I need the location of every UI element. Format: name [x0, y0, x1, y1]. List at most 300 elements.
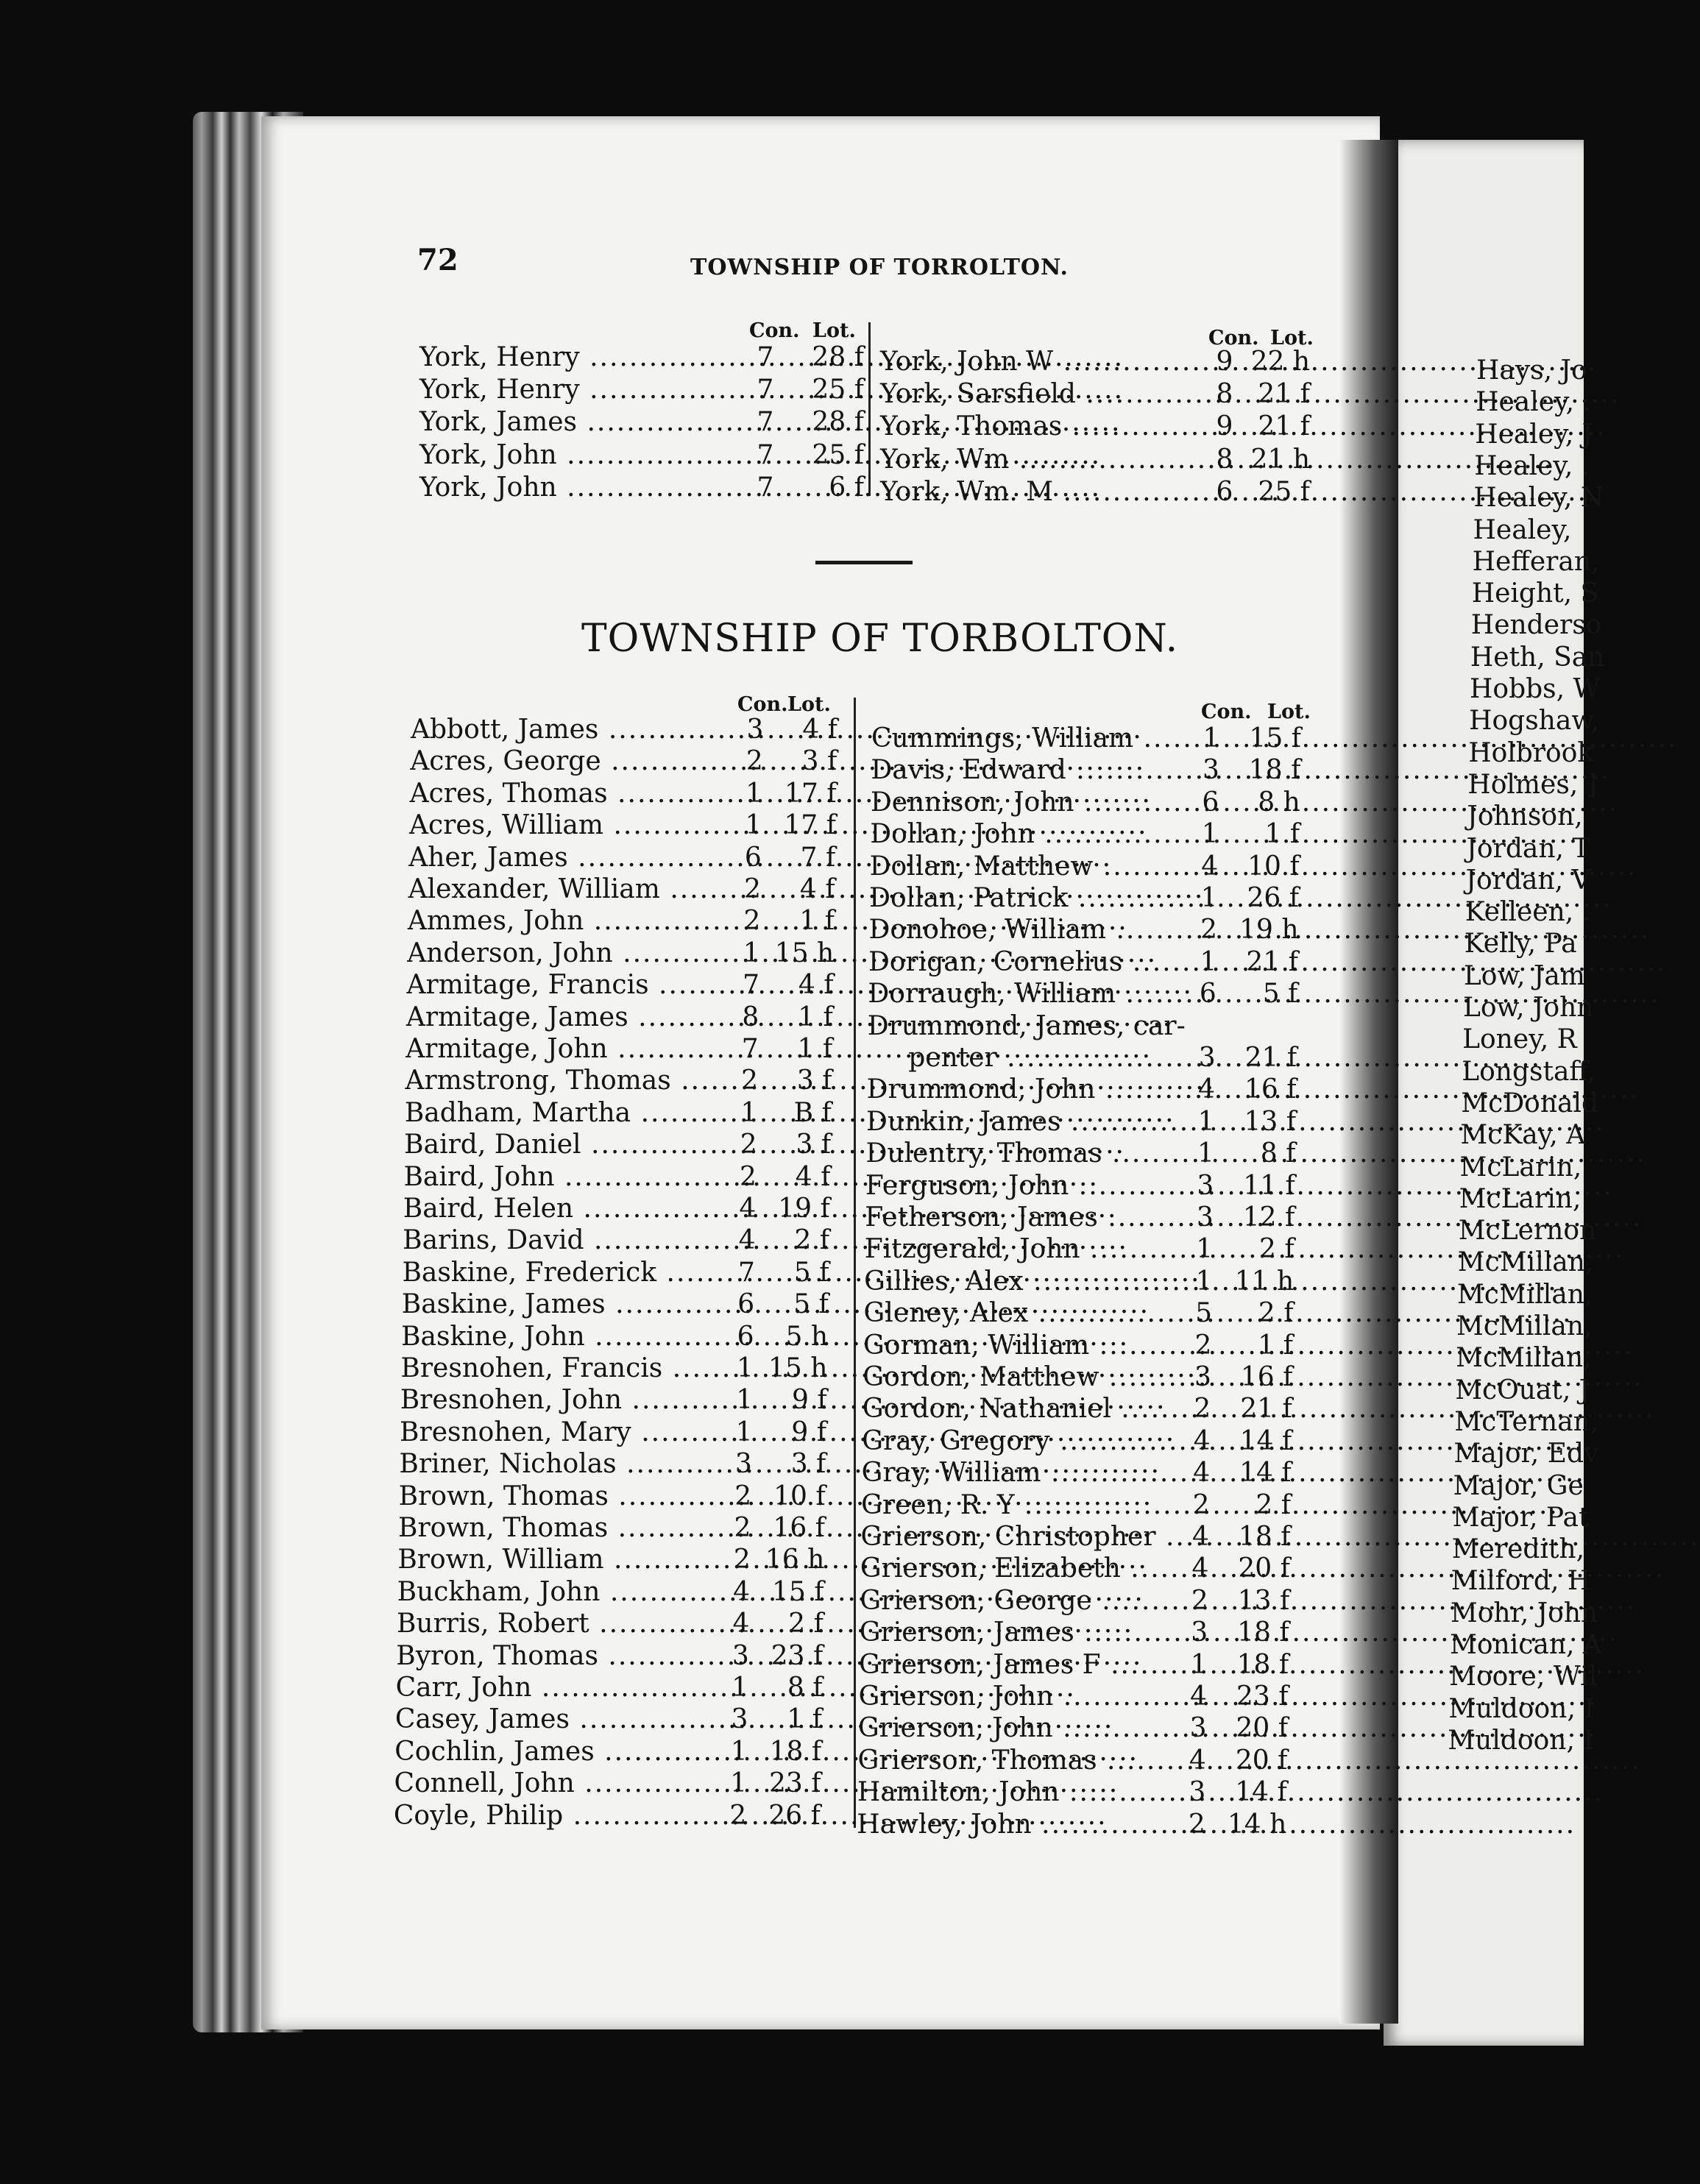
entry-name: Gray, William ..... [862, 1457, 1164, 1489]
directory-entry [402, 1257, 843, 1289]
facing-page-entry: Loney, R [1462, 1024, 1577, 1055]
entry-name: York, John ..... [419, 439, 729, 472]
entry-name: York, Wm. M ..... [880, 476, 1191, 508]
main-right-con-header: Con. [1201, 701, 1252, 723]
entry-lot: 2 f [1255, 1489, 1292, 1520]
entry-lot: B f [793, 1097, 832, 1128]
entry-concession: 2 [744, 874, 762, 904]
entry-name: Grierson, James ..... [860, 1617, 1161, 1649]
entry-name: penter ..... [908, 1042, 1169, 1074]
entry-name: Gordon, Matthew ..... [863, 1361, 1164, 1394]
directory-entry [404, 1129, 846, 1161]
entry-lot: 28 f [812, 407, 864, 438]
entry-lot: 1 f [787, 1704, 822, 1735]
directory-entry [859, 1649, 1315, 1681]
facing-page-entry: Jordan, V [1465, 865, 1591, 896]
entry-lot: 19 h [1239, 915, 1299, 946]
directory-entry [870, 818, 1326, 851]
facing-page-entry: Major, Pat [1452, 1502, 1590, 1533]
directory-entry [865, 1138, 1322, 1170]
facing-page-entry: Low, John [1463, 993, 1594, 1023]
entry-lot: 9 f [791, 1417, 827, 1447]
entry-name: Grierson, Christopher ..... [861, 1521, 1163, 1553]
directory-entry [408, 873, 850, 906]
entry-name: Byron, Thomas ..... [396, 1640, 705, 1673]
directory-entry [864, 1297, 1320, 1330]
main-left-con-header: Con. [737, 693, 788, 716]
entry-lot: 14 f [1239, 1458, 1292, 1489]
directory-entry [868, 1010, 1324, 1043]
directory-entry [403, 1224, 844, 1257]
entry-lot: 11 h [1234, 1266, 1295, 1297]
entry-name: Grierson, George ..... [860, 1585, 1161, 1617]
entry-concession: 1 [736, 1385, 754, 1416]
facing-page-entry: McLernon [1458, 1216, 1597, 1247]
directory-entry [410, 778, 851, 810]
entry-concession: 6 [737, 1321, 754, 1352]
directory-entry [880, 444, 1322, 476]
main-left-lot-header: Lot. [787, 693, 831, 716]
directory-entry [869, 914, 1325, 946]
directory-entry [403, 1161, 845, 1194]
entry-concession: 7 [757, 439, 774, 470]
entry-concession: 3 [1189, 1777, 1206, 1808]
entry-lot: 15 h [768, 1353, 828, 1383]
entry-concession: 2 [729, 1800, 747, 1831]
entry-name: Baird, Daniel ..... [404, 1129, 713, 1161]
entry-name: York, James ..... [419, 406, 729, 439]
entry-lot: 22 h [1250, 347, 1310, 377]
entry-name: York, John W ..... [880, 346, 1191, 378]
facing-page-entry: Healey, N [1473, 483, 1604, 514]
directory-entry [863, 1330, 1320, 1362]
facing-page-entry: Healey, . [1476, 387, 1591, 418]
entry-name: York, John ..... [419, 472, 729, 504]
entry-name: Drummond, James, car- [867, 1010, 1186, 1041]
entry-lot: 21 f [1246, 946, 1298, 977]
directory-entry [408, 842, 850, 874]
entry-lot: 5 f [1262, 979, 1298, 1010]
entry-lot: 16 f [1244, 1074, 1297, 1105]
entry-lot: 4 f [799, 874, 835, 904]
directory-entry [407, 969, 849, 1001]
entry-name: Ferguson, John ..... [865, 1170, 1167, 1202]
entry-concession: 8 [1216, 379, 1233, 410]
directory-entry [866, 1106, 1322, 1138]
directory-entry [861, 1521, 1317, 1553]
running-header: TOWNSHIP OF TORROLTON. [690, 255, 1069, 280]
entry-lot: 16 f [773, 1513, 825, 1543]
entry-name: Alexander, William ..... [408, 873, 718, 906]
entry-lot: 20 f [1238, 1553, 1290, 1584]
entry-lot: 14 f [1239, 1425, 1292, 1456]
entry-lot: 3 f [796, 1066, 832, 1096]
facing-page-entry: Height, S [1471, 578, 1599, 609]
directory-entry [411, 714, 852, 746]
entry-concession: 4 [1201, 851, 1219, 882]
facing-page-entry: McTernan, [1454, 1406, 1599, 1437]
entry-lot: 18 f [769, 1736, 822, 1767]
entry-name: Baskine, John ..... [401, 1321, 710, 1353]
entry-concession: 2 [1188, 1809, 1205, 1840]
entry-lot: 18 f [1237, 1617, 1289, 1648]
entry-name: Acres, George ..... [410, 745, 719, 778]
entry-concession: 3 [1197, 1170, 1214, 1201]
entry-lot: 1 f [1258, 1330, 1293, 1361]
entry-lot: 5 f [793, 1289, 829, 1320]
directory-entry [857, 1776, 1314, 1809]
entry-name: Brown, Thomas ..... [399, 1481, 708, 1513]
directory-entry [908, 1042, 1323, 1074]
entry-concession: 2 [1194, 1394, 1211, 1425]
entry-name: Gray, Gregory ..... [862, 1425, 1164, 1458]
entry-name: Grierson, Elizabeth ..... [860, 1553, 1162, 1585]
facing-page-entry: McMillan, [1457, 1247, 1594, 1278]
entry-name: Armstrong, Thomas ..... [405, 1065, 715, 1097]
entry-name: Dollan, Matthew ..... [870, 851, 1172, 883]
directory-entry [871, 754, 1327, 787]
entry-lot: 8 f [787, 1673, 823, 1703]
entry-concession: 4 [739, 1194, 757, 1224]
entry-name: Davis, Edward ..... [871, 754, 1172, 787]
entry-concession: 8 [742, 1001, 759, 1032]
entry-name: Gordon, Nathaniel ..... [863, 1393, 1164, 1425]
entry-name: Dulentry, Thomas ..... [865, 1138, 1167, 1170]
entry-lot: 25 f [1258, 476, 1310, 507]
directory-entry [400, 1352, 842, 1385]
directory-entry [405, 1033, 847, 1066]
facing-page-entry: Monican, A [1450, 1630, 1602, 1660]
entry-concession: 4 [1198, 1074, 1216, 1105]
entry-lot: 1 f [797, 1034, 833, 1064]
directory-entry [860, 1585, 1316, 1617]
entry-name: Drummond, John ..... [867, 1074, 1169, 1106]
entry-concession: 3 [731, 1704, 748, 1735]
entry-lot: 4 f [795, 1161, 831, 1192]
entry-name: Grierson, James F ..... [859, 1649, 1161, 1681]
entry-lot: 15 f [772, 1576, 824, 1607]
directory-entry [419, 439, 876, 472]
entry-concession: 7 [741, 1034, 759, 1064]
entry-name: Baskine, James ..... [402, 1288, 711, 1321]
facing-page-entry: Kelly, Pa [1464, 929, 1577, 960]
entry-concession: 1 [1201, 819, 1219, 850]
facing-page-entry: Holbrook [1468, 737, 1594, 768]
entry-lot: 18 f [1248, 755, 1301, 786]
directory-entry [410, 745, 851, 778]
entry-concession: 2 [745, 746, 763, 777]
entry-lot: 18 f [1236, 1649, 1289, 1680]
section-title: TOWNSHIP OF TORBOLTON. [581, 617, 1179, 661]
entry-name: Aher, James ..... [408, 842, 718, 874]
entry-lot: 21 h [1250, 444, 1310, 475]
entry-lot: 2 f [1258, 1298, 1294, 1329]
entry-concession: 7 [737, 1257, 755, 1288]
top-right-con-header: Con. [1208, 327, 1259, 350]
facing-page-entry: Jordan, T [1466, 833, 1590, 864]
facing-page-entry: Major, Edv [1453, 1439, 1599, 1469]
entry-lot: 21 f [1240, 1394, 1292, 1425]
entry-concession: 1 [1196, 1234, 1214, 1265]
entry-concession: 7 [757, 407, 774, 438]
directory-entry [408, 905, 849, 937]
page-number: 72 [417, 243, 458, 277]
facing-page-entry: Hays, Jo [1476, 355, 1587, 386]
entry-lot: 15 f [1249, 723, 1301, 754]
directory-entry [863, 1393, 1319, 1425]
entry-concession: 9 [1216, 347, 1233, 377]
entry-concession: 4 [1190, 1681, 1208, 1712]
directory-entry [400, 1384, 842, 1417]
facing-page-entry: McMillan, [1456, 1279, 1593, 1310]
entry-concession: 7 [757, 342, 774, 372]
facing-page-entry: Heth, San [1470, 642, 1605, 673]
entry-concession: 6 [737, 1289, 755, 1320]
entry-concession: 1 [1197, 1138, 1214, 1169]
entry-lot: 13 f [1244, 1106, 1297, 1137]
facing-page-entry: Kelleen, . [1465, 897, 1591, 928]
entry-lot: 14 h [1227, 1809, 1287, 1840]
top-left-con-header: Con. [749, 319, 800, 342]
entry-concession: 2 [1192, 1489, 1210, 1520]
directory-entry [405, 1065, 847, 1097]
entry-name: York, Henry ..... [419, 374, 729, 406]
directory-entry [399, 1481, 840, 1513]
directory-entry [869, 882, 1325, 915]
entry-name: Dollan, Patrick ..... [869, 882, 1171, 915]
directory-entry [394, 1768, 836, 1800]
entry-name: Fetherson, James ..... [865, 1202, 1166, 1234]
entry-concession: 4 [1192, 1522, 1209, 1552]
directory-entry [397, 1544, 839, 1576]
directory-entry [880, 476, 1322, 508]
directory-entry [400, 1417, 841, 1449]
entry-lot: 21 f [1258, 411, 1310, 442]
facing-page-entry: McLarin, [1459, 1183, 1582, 1214]
facing-page-entry: McOuat, J [1455, 1375, 1590, 1405]
directory-entry [419, 472, 876, 504]
entry-concession: 1 [1200, 946, 1217, 977]
facing-page-entry: McLarin, [1459, 1152, 1582, 1183]
entry-name: Gorman, William ..... [863, 1330, 1165, 1362]
directory-entry [419, 341, 876, 374]
entry-lot: 23 f [768, 1768, 821, 1799]
facing-page-entry: Henderso [1470, 610, 1602, 641]
entry-concession: 3 [732, 1640, 749, 1671]
facing-page-entry: McKay, A [1460, 1120, 1586, 1151]
directory-entry [871, 723, 1328, 755]
entry-lot: 6 f [829, 472, 864, 503]
main-right-lot-header: Lot. [1267, 701, 1311, 723]
entry-concession: 3 [1189, 1713, 1207, 1744]
entry-concession: 1 [745, 778, 763, 809]
entry-name: Cochlin, James ..... [394, 1736, 704, 1768]
entry-name: Baird, John ..... [403, 1161, 712, 1194]
facing-page-entry: Moore, Wil [1449, 1662, 1598, 1692]
directory-entry [403, 1193, 845, 1225]
entry-concession: 4 [732, 1609, 750, 1639]
directory-entry [864, 1266, 1320, 1298]
entry-name: Baird, Helen ..... [403, 1193, 712, 1225]
entry-concession: 2 [740, 1130, 757, 1160]
directory-entry [860, 1617, 1316, 1649]
entry-lot: 4 f [802, 715, 837, 745]
directory-entry [860, 1553, 1317, 1585]
entry-name: York, Sarsfield ..... [880, 378, 1191, 411]
entry-lot: 8 h [1258, 787, 1300, 818]
entry-lot: 15 h [774, 937, 835, 968]
entry-concession: 7 [757, 375, 774, 405]
entry-name: Burris, Robert ..... [397, 1608, 706, 1640]
directory-entry [397, 1608, 838, 1640]
entry-name: Dennison, John ..... [871, 787, 1172, 819]
entry-lot: 11 f [1243, 1170, 1295, 1201]
entry-name: Fitzgerald, John ..... [865, 1233, 1166, 1266]
entry-concession: 1 [743, 937, 760, 968]
entry-lot: 18 f [1238, 1522, 1291, 1552]
directory-entry [880, 411, 1322, 443]
entry-name: York, Wm ..... [880, 444, 1191, 476]
entry-lot: 26 f [1247, 883, 1300, 913]
facing-page-entry: Holmes, ] [1467, 769, 1597, 800]
entry-concession: 4 [1189, 1745, 1206, 1776]
entry-concession: 2 [733, 1545, 751, 1575]
entry-lot: 26 f [768, 1800, 821, 1831]
directory-entry [405, 1097, 846, 1130]
entry-lot: 9 f [792, 1385, 827, 1416]
entry-lot: 16 f [1240, 1362, 1293, 1392]
entry-lot: 17 f [785, 778, 837, 809]
entry-lot: 20 f [1236, 1713, 1289, 1744]
entry-concession: 2 [1191, 1585, 1208, 1616]
entry-name: Acres, William ..... [409, 809, 718, 842]
entry-concession: 6 [1199, 979, 1216, 1010]
entry-name: Anderson, John ..... [407, 937, 716, 970]
facing-page-entry: Milford, H [1451, 1566, 1591, 1597]
entry-name: Grierson, John ..... [858, 1712, 1160, 1745]
entry-name: Bresnohen, Francis ..... [400, 1352, 709, 1385]
directory-entry [858, 1712, 1314, 1745]
entry-name: Ammes, John ..... [408, 905, 717, 937]
entry-concession: 3 [1198, 1043, 1216, 1073]
directory-entry [857, 1809, 1313, 1841]
directory-entry [419, 374, 876, 406]
section-divider [815, 561, 913, 564]
facing-page-entry: McMillan, [1456, 1311, 1593, 1341]
entry-concession: 6 [1216, 476, 1233, 507]
entry-concession: 1 [740, 1097, 758, 1128]
entry-name: Green, R. Y ..... [861, 1489, 1163, 1522]
entry-name: Badham, Martha ..... [405, 1097, 714, 1130]
entry-name: Grierson, John ..... [859, 1681, 1161, 1713]
entry-name: Hamilton, John ..... [857, 1776, 1159, 1809]
entry-lot: 25 f [812, 439, 864, 470]
entry-lot: 17 f [784, 810, 836, 841]
facing-page-entry: Longstaff, [1462, 1056, 1596, 1087]
entry-concession: 5 [1195, 1298, 1212, 1329]
facing-page-entry: Major, Ge [1453, 1470, 1584, 1501]
entry-concession: 2 [1194, 1330, 1212, 1361]
entry-name: Coyle, Philip ..... [394, 1800, 703, 1832]
entry-name: Hawley, John ..... [857, 1809, 1158, 1841]
entry-concession: 2 [741, 1066, 758, 1096]
entry-concession: 7 [743, 970, 759, 1001]
directory-entry [857, 1745, 1314, 1777]
entry-lot: 20 f [1235, 1745, 1288, 1776]
facing-page-entry: Hefferan, [1472, 546, 1600, 577]
entry-name: York, Thomas ..... [880, 411, 1191, 443]
directory-entry [401, 1321, 843, 1353]
entry-lot: 10 f [773, 1481, 826, 1511]
entry-name: York, Henry ..... [419, 341, 729, 374]
facing-page-entry: Healey, . [1474, 450, 1590, 481]
entry-concession: 1 [736, 1353, 754, 1383]
entry-name: Armitage, Francis ..... [407, 969, 716, 1001]
directory-entry [396, 1672, 837, 1704]
entry-lot: 1 f [1264, 819, 1300, 850]
entry-name: Connell, John ..... [394, 1768, 704, 1800]
entry-concession: 2 [743, 906, 761, 937]
entry-concession: 1 [1197, 1106, 1215, 1137]
entry-name: Bresnohen, Mary ..... [400, 1417, 709, 1449]
facing-page-entry: Low, Jam [1463, 960, 1585, 991]
entry-name: Gleney, Alex ..... [864, 1297, 1166, 1330]
entry-concession: 3 [1202, 755, 1219, 786]
entry-lot: 23 f [1236, 1681, 1289, 1712]
entry-name: Abbott, James ..... [411, 714, 720, 746]
entry-name: Casey, James ..... [395, 1703, 704, 1736]
directory-entry [859, 1681, 1315, 1713]
entry-lot: 3 f [796, 1130, 832, 1160]
entry-name: Briner, Nicholas ..... [399, 1448, 708, 1481]
entry-concession: 9 [1216, 411, 1233, 442]
entry-lot: 3 f [801, 746, 837, 777]
entry-lot: 2 f [794, 1225, 830, 1256]
facing-page-entry: Healey, J [1475, 419, 1593, 450]
entry-lot: 8 f [1260, 1138, 1296, 1169]
entry-concession: 2 [734, 1513, 751, 1543]
facing-page-entry: Mohr, John [1450, 1598, 1598, 1628]
entry-name: Dollan, John ..... [870, 818, 1172, 851]
entry-name: Cummings, William ..... [871, 723, 1173, 755]
entry-concession: 3 [1191, 1617, 1208, 1648]
directory-entry [865, 1170, 1322, 1202]
directory-entry [406, 1001, 848, 1034]
entry-concession: 3 [1196, 1202, 1214, 1233]
entry-lot: 5 h [785, 1321, 829, 1352]
entry-concession: 7 [757, 472, 774, 503]
entry-lot: 2 f [788, 1609, 824, 1639]
entry-name: Buckham, John ..... [397, 1576, 706, 1609]
entry-lot: 25 f [812, 375, 864, 405]
entry-concession: 4 [738, 1225, 756, 1256]
entry-lot: 28 f [812, 342, 864, 372]
directory-entry [867, 1074, 1323, 1106]
top-left-lot-header: Lot. [812, 319, 856, 342]
entry-lot: 21 f [1244, 1043, 1297, 1073]
entry-name: Acres, Thomas ..... [410, 778, 719, 810]
entry-concession: 4 [1191, 1553, 1209, 1584]
entry-name: Armitage, James ..... [406, 1001, 715, 1034]
entry-name: Brown, Thomas ..... [398, 1512, 707, 1545]
entry-concession: 2 [1200, 915, 1217, 946]
entry-name: Brown, William ..... [397, 1544, 706, 1576]
entry-name: Carr, John ..... [396, 1672, 705, 1704]
entry-concession: 4 [1193, 1458, 1211, 1489]
entry-concession: 3 [734, 1449, 752, 1480]
directory-entry [409, 809, 851, 842]
entry-concession: 6 [1202, 787, 1219, 818]
